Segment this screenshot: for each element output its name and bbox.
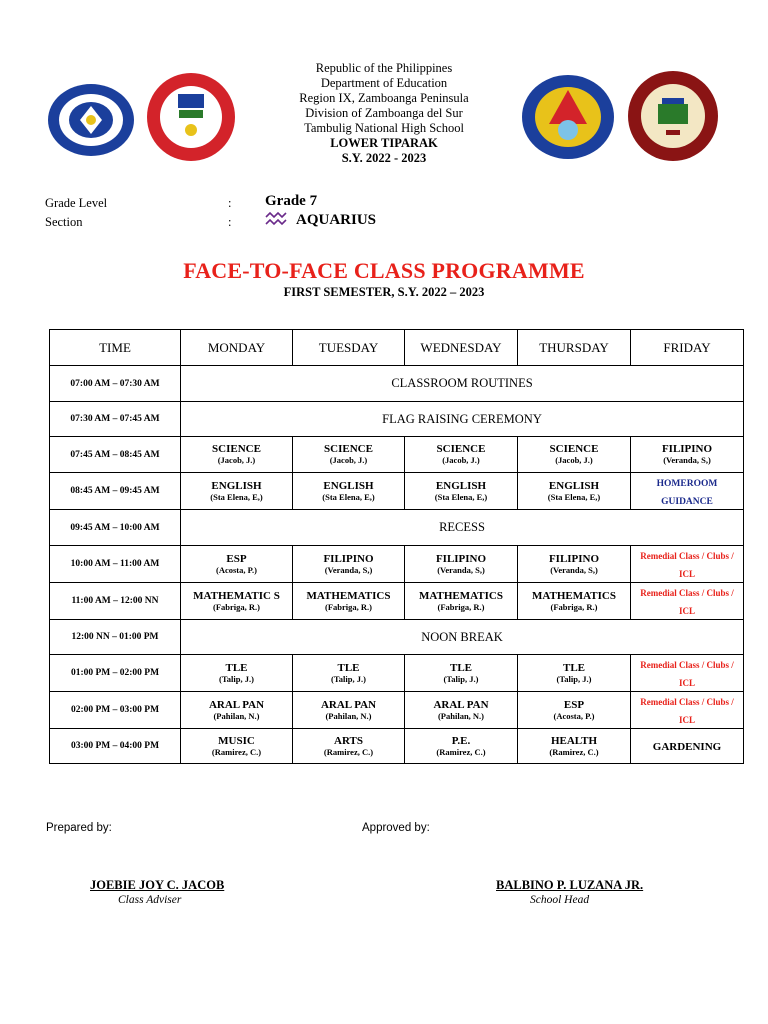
full-width-activity-cell: RECESS xyxy=(181,510,744,546)
subject-label: ENGLISH xyxy=(211,479,262,492)
table-row xyxy=(50,655,744,692)
schedule-cell xyxy=(293,437,405,473)
activity-label: Remedial Class / Clubs / ICL xyxy=(640,660,734,688)
teacher-label: (Talip, J.) xyxy=(443,673,479,684)
subject-label: ENGLISH xyxy=(548,479,600,492)
table-row xyxy=(50,620,744,655)
subject-label: TLE xyxy=(562,661,585,674)
schedule-cell xyxy=(293,583,405,620)
teacher-label: (Jacob, J.) xyxy=(217,455,256,465)
teacher-label: (Ramirez, C.) xyxy=(323,746,374,757)
schedule-cell xyxy=(631,473,744,510)
subject-label: ENGLISH xyxy=(323,479,374,492)
time-cell: 12:00 NN – 01:00 PM xyxy=(50,620,181,655)
schedule-cell xyxy=(181,655,293,692)
time-cell: 07:00 AM – 07:30 AM xyxy=(50,366,181,402)
schedule-cell xyxy=(518,473,631,510)
table-row xyxy=(50,366,744,402)
column-header: TIME xyxy=(50,330,181,366)
class-schedule-table xyxy=(49,329,744,764)
table-row xyxy=(50,510,744,546)
teacher-label: (Veranda, S,) xyxy=(324,564,373,575)
schedule-cell xyxy=(405,583,518,620)
column-header: WEDNESDAY xyxy=(405,330,518,366)
subject-label: ARTS xyxy=(334,734,363,747)
letterhead-line: Division of Zamboanga del Sur xyxy=(305,106,463,120)
teacher-label: (Talip, J.) xyxy=(219,673,254,684)
subject-label: HEALTH xyxy=(550,734,598,747)
schedule-cell xyxy=(631,655,744,692)
grade-level-colon: : xyxy=(228,196,232,210)
table-row xyxy=(50,402,744,437)
subject-label: ENGLISH xyxy=(435,479,487,492)
time-cell: 10:00 AM – 11:00 AM xyxy=(50,546,181,583)
subject-label: ARAL PAN xyxy=(208,698,265,711)
section-label: Section xyxy=(45,215,83,229)
table-row xyxy=(50,583,744,620)
time-cell: 11:00 AM – 12:00 NN xyxy=(50,583,181,620)
schedule-cell xyxy=(405,473,518,510)
teacher-label: (Veranda, S,) xyxy=(437,564,485,575)
table-row xyxy=(50,729,744,764)
subject-label: SCIENCE xyxy=(436,443,486,455)
subject-label: SCIENCE xyxy=(324,443,373,455)
schedule-cell xyxy=(181,473,293,510)
teacher-label: (Jacob, J.) xyxy=(329,455,368,465)
subject-label: FILIPINO xyxy=(323,552,374,565)
approved-by-role: School Head xyxy=(530,894,590,906)
teacher-label: (Pahilan, N.) xyxy=(437,710,485,721)
schedule-cell xyxy=(293,473,405,510)
table-row xyxy=(50,473,744,510)
schedule-cell xyxy=(518,729,631,764)
subject-label: MUSIC xyxy=(218,734,255,747)
time-cell: 01:00 PM – 02:00 PM xyxy=(50,655,181,692)
letterhead xyxy=(250,61,518,166)
schedule-cell xyxy=(405,437,518,473)
subject-label: TLE xyxy=(337,661,360,674)
teacher-label: (Fabriga, R.) xyxy=(437,601,485,612)
schedule-cell xyxy=(518,437,631,473)
subject-label: SCIENCE xyxy=(549,443,599,455)
subject-label: ESP xyxy=(226,552,247,565)
section-value: AQUARIUS xyxy=(296,212,377,228)
region-seal-logo xyxy=(145,72,237,162)
subject-label: SCIENCE xyxy=(212,443,261,455)
teacher-label: (Acosta, P.) xyxy=(216,564,257,575)
time-cell: 08:45 AM – 09:45 AM xyxy=(50,473,181,510)
school-seal-logo xyxy=(624,70,722,162)
table-row xyxy=(50,437,744,473)
schedule-cell xyxy=(518,546,631,583)
table-row xyxy=(50,546,744,583)
section-row xyxy=(45,212,445,233)
subject-label: FILIPINO xyxy=(548,552,600,565)
grade-level-value: Grade 7 xyxy=(265,193,318,209)
teacher-label: (Ramirez, C.) xyxy=(211,746,262,757)
teacher-label: (Jacob, J.) xyxy=(442,455,480,465)
school-annex: LOWER TIPARAK xyxy=(330,136,438,150)
time-cell: 07:30 AM – 07:45 AM xyxy=(50,402,181,437)
teacher-label: (Acosta, P.) xyxy=(553,710,595,721)
section-colon: : xyxy=(228,215,232,229)
teacher-label: (Talip, J.) xyxy=(556,673,592,684)
activity-label: HOMEROOM GUIDANCE xyxy=(656,479,718,507)
subject-label: ARAL PAN xyxy=(433,698,489,711)
schedule-cell xyxy=(181,437,293,473)
schedule-cell xyxy=(405,729,518,764)
subject-label: TLE xyxy=(449,661,472,674)
teacher-label: (Fabriga, R.) xyxy=(325,601,372,612)
schedule-cell xyxy=(631,729,744,764)
time-cell: 09:45 AM – 10:00 AM xyxy=(50,510,181,546)
teacher-label: (Ramirez, C.) xyxy=(549,746,599,757)
page-title: FACE-TO-FACE CLASS PROGRAMME xyxy=(183,258,585,283)
teacher-label: (Fabriga, R.) xyxy=(213,601,260,612)
schedule-cell xyxy=(293,729,405,764)
teacher-label: (Sta Elena, E,) xyxy=(547,491,601,502)
table-header-row xyxy=(50,330,744,366)
deped-seal-logo xyxy=(46,82,136,158)
column-header: MONDAY xyxy=(181,330,293,366)
subject-label: FILIPINO xyxy=(661,443,713,455)
activity-label: Remedial Class / Clubs / ICL xyxy=(640,551,734,579)
schedule-cell xyxy=(181,546,293,583)
column-header: THURSDAY xyxy=(518,330,631,366)
aquarius-icon xyxy=(265,211,287,232)
subject-label: ARAL PAN xyxy=(320,698,377,711)
schedule-cell xyxy=(293,546,405,583)
prepared-by-label: Prepared by: xyxy=(46,822,112,834)
schedule-cell xyxy=(631,546,744,583)
letterhead-line: Tambulig National High School xyxy=(304,121,464,135)
teacher-label: (Jacob, J.) xyxy=(555,455,593,465)
schedule-cell xyxy=(405,655,518,692)
schedule-cell xyxy=(293,692,405,729)
table-row xyxy=(50,692,744,729)
teacher-label: (Veranda, S,) xyxy=(550,564,598,575)
schedule-cell xyxy=(405,692,518,729)
teacher-label: (Sta Elena, E,) xyxy=(322,491,375,502)
grade-level-row xyxy=(45,193,445,214)
letterhead-line: Region IX, Zamboanga Peninsula xyxy=(299,91,469,105)
grade-level-label: Grade Level xyxy=(45,196,108,210)
subject-label: FILIPINO xyxy=(435,552,487,565)
schedule-cell xyxy=(518,655,631,692)
subject-label: MATHEMATICS xyxy=(306,589,391,602)
subject-label: MATHEMATICS xyxy=(419,589,503,602)
prepared-by-name: JOEBIE JOY C. JACOB xyxy=(90,878,225,892)
subject-label: TLE xyxy=(225,661,248,674)
time-cell: 03:00 PM – 04:00 PM xyxy=(50,729,181,764)
teacher-label: (Fabriga, R.) xyxy=(550,601,598,612)
activity-label: Remedial Class / Clubs / ICL xyxy=(640,697,734,725)
full-width-activity-cell: NOON BREAK xyxy=(181,620,744,655)
teacher-label: (Ramirez, C.) xyxy=(436,746,486,757)
page-subtitle: FIRST SEMESTER, S.Y. 2022 – 2023 xyxy=(283,285,485,299)
schedule-cell xyxy=(518,692,631,729)
full-width-activity-cell: FLAG RAISING CEREMONY xyxy=(181,402,744,437)
teacher-label: (Pahilan, N.) xyxy=(325,710,372,721)
letterhead-line: Republic of the Philippines xyxy=(315,61,453,75)
schedule-cell xyxy=(181,692,293,729)
subject-label: MATHEMATICS xyxy=(532,589,616,602)
teacher-label: (Pahilan, N.) xyxy=(213,710,260,721)
activity-label: GARDENING xyxy=(652,741,722,753)
schedule-cell xyxy=(181,583,293,620)
division-seal-logo xyxy=(521,74,615,160)
subject-label: P.E. xyxy=(451,734,471,747)
school-year: S.Y. 2022 - 2023 xyxy=(341,151,427,165)
column-header: FRIDAY xyxy=(631,330,744,366)
schedule-cell xyxy=(631,583,744,620)
teacher-label: (Sta Elena, E,) xyxy=(434,491,488,502)
column-header: TUESDAY xyxy=(293,330,405,366)
approved-by-label: Approved by: xyxy=(362,822,430,834)
time-cell: 02:00 PM – 03:00 PM xyxy=(50,692,181,729)
full-width-activity-cell: CLASSROOM ROUTINES xyxy=(181,366,744,402)
schedule-cell xyxy=(405,546,518,583)
schedule-cell xyxy=(631,437,744,473)
subject-label: MATHEMATIC S xyxy=(193,589,280,602)
activity-label: Remedial Class / Clubs / ICL xyxy=(640,588,734,616)
teacher-label: (Talip, J.) xyxy=(331,673,366,684)
schedule-cell xyxy=(631,692,744,729)
teacher-label: (Sta Elena, E,) xyxy=(210,491,263,502)
subject-label: ESP xyxy=(563,698,585,711)
time-cell: 07:45 AM – 08:45 AM xyxy=(50,437,181,473)
letterhead-line: Department of Education xyxy=(320,76,448,90)
teacher-label: (Veranda, S,) xyxy=(663,455,711,465)
schedule-cell xyxy=(518,583,631,620)
schedule-cell xyxy=(181,729,293,764)
schedule-cell xyxy=(293,655,405,692)
approved-by-name: BALBINO P. LUZANA JR. xyxy=(496,878,644,892)
prepared-by-role: Class Adviser xyxy=(118,894,182,906)
